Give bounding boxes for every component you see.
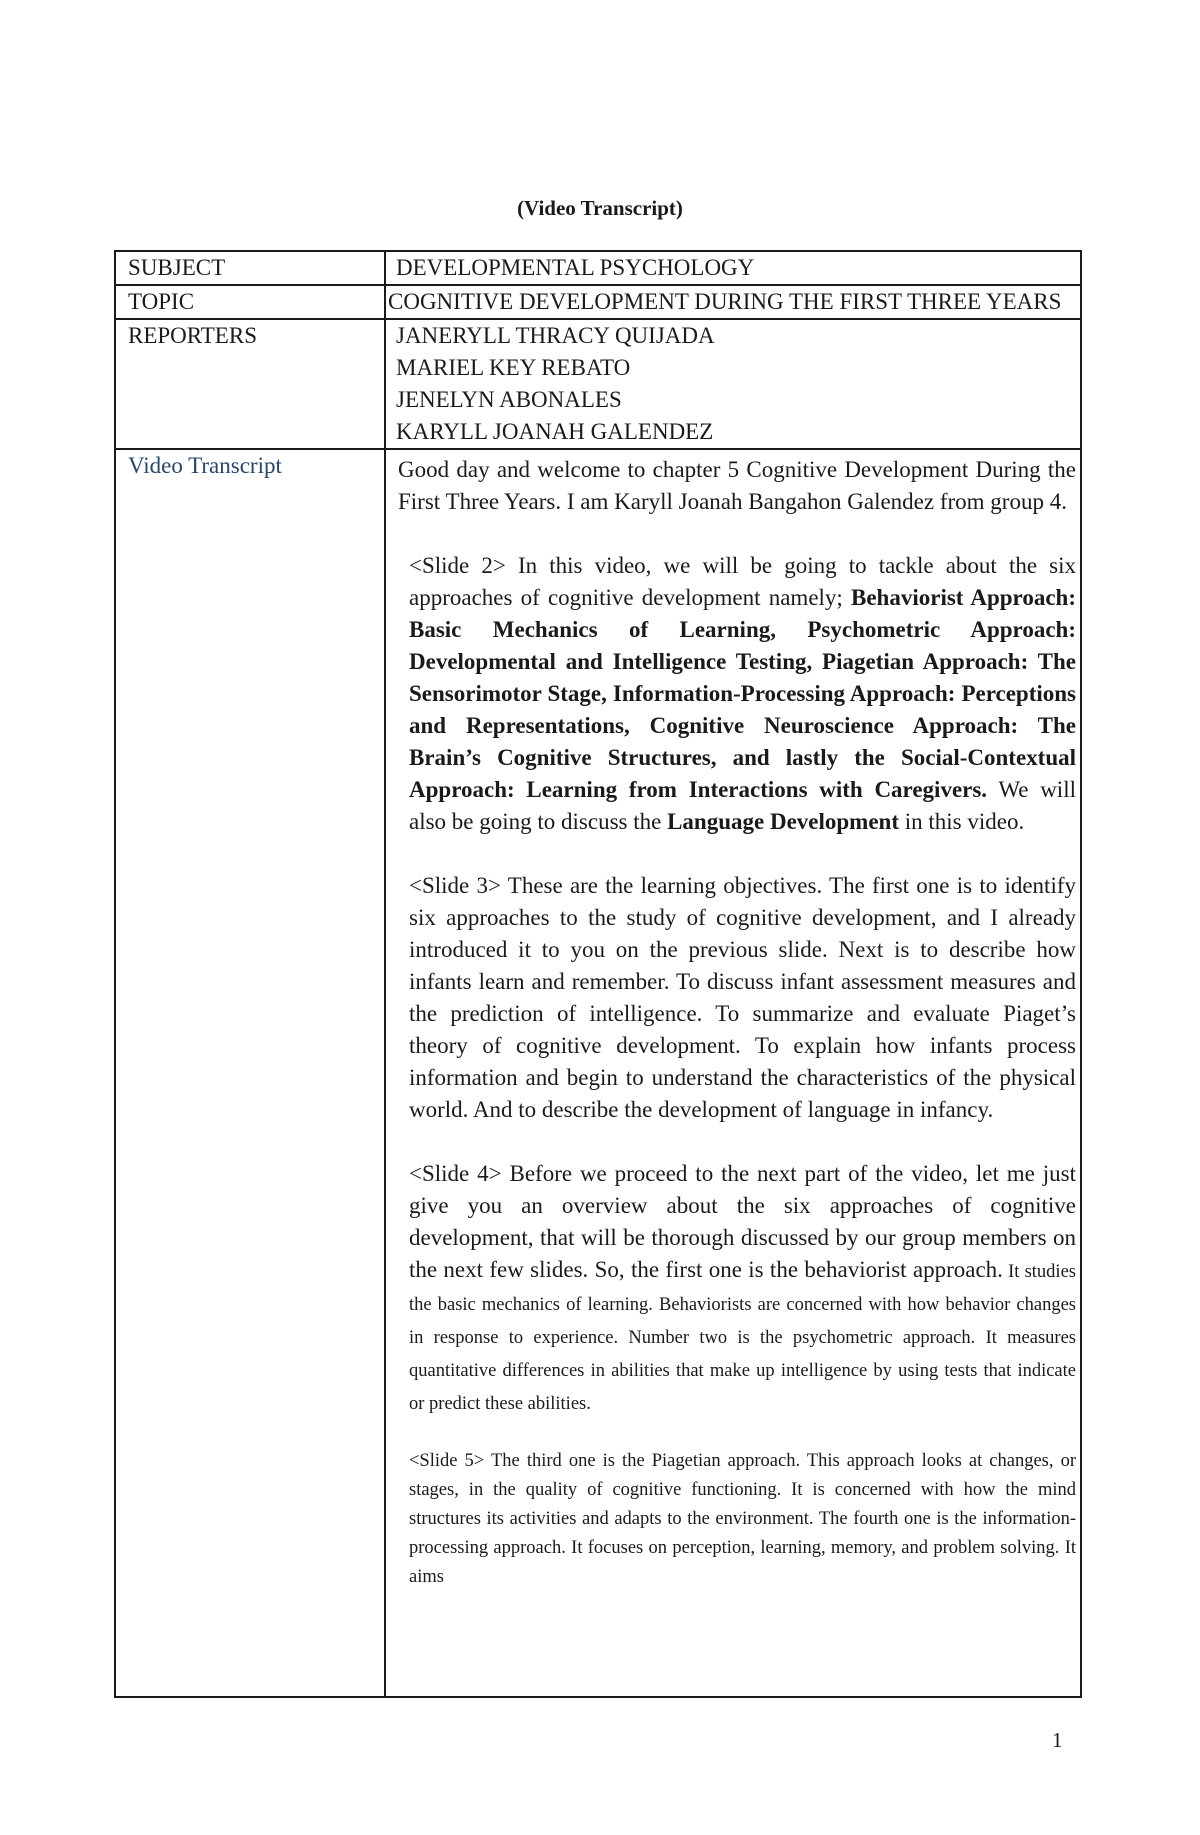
reporter-name: JENELYN ABONALES <box>396 387 622 412</box>
document-heading: (Video Transcript) <box>517 196 683 220</box>
info-table <box>114 250 1082 1698</box>
reporters-row <box>115 319 1081 449</box>
slide-2-text-continued: We will also be going to discuss the <box>409 777 1076 834</box>
reporters-list <box>385 319 1081 449</box>
transcript-row <box>115 449 1081 1697</box>
topic-label: TOPIC <box>115 285 385 319</box>
reporter-name: JANERYLL THRACY QUIJADA <box>396 323 715 348</box>
subject-label: SUBJECT <box>115 251 385 285</box>
transcript-paragraph-slide-5: <Slide 5> The third one is the Piagetian approach. This approach looks at changes, or stages, in the quality of cognitive functioning. It is concerned with how the mind structures its activities and adapts to the environment. The fourth one is the information-processing approach. It focuses on perception, learning, memory, and problem solving. It aims <box>409 1451 1076 1587</box>
topic-row <box>115 285 1081 319</box>
transcript-label: Video Transcript <box>115 449 385 1697</box>
subject-row <box>115 251 1081 285</box>
slide-4-text: <Slide 4> Before we proceed to the next part of the video, let me just give you an overview about the six approaches of cognitive development, that will be thorough discussed by our group members on the next few slides. So, the first one is the behaviorist approach. <box>409 1161 1076 1282</box>
approaches-list: Behaviorist Approach: Basic Mechanics of Learning, Psychometric Approach: Developmental and Intelligence Testing, Piagetian Approach: The Sensorimotor Stage, Information-Processing Approach: Perceptions and Representations, Cognitive Neuroscience Approach: The Brain’s Cognitive Structures, and lastly the Social-Contextual Approach: Learning from Interactions with Caregivers. <box>409 585 1076 802</box>
topic-value: COGNITIVE DEVELOPMENT DURING THE FIRST THREE YEARS <box>385 285 1081 319</box>
slide-2-text-end: in this video. <box>899 809 1025 834</box>
language-development-term: Language Development <box>667 809 900 834</box>
reporter-name: KARYLL JOANAH GALENDEZ <box>396 419 714 444</box>
subject-value: DEVELOPMENTAL PSYCHOLOGY <box>385 251 1081 285</box>
slide-4-text-small: It studies the basic mechanics of learning. Behaviorists are concerned with how behavior changes in response to experience. Number two is the psychometric approach. It measures quantitative differences in abilities that make up intelligence by using tests that indicate or predict these abilities. <box>409 1262 1076 1414</box>
reporters-label: REPORTERS <box>115 319 385 449</box>
page-number: 1 <box>1052 1728 1063 1752</box>
slide-2-text: <Slide 2> In this video, we will be going to tackle about the six approaches of cognitive development namely; <box>409 553 1076 610</box>
transcript-paragraph-slide-4 <box>396 1126 1078 1419</box>
reporter-name: MARIEL KEY REBATO <box>396 355 631 380</box>
transcript-paragraph-slide-2 <box>396 518 1078 838</box>
transcript-paragraph-slide-3: <Slide 3> These are the learning objectives. The first one is to identify six approaches to the study of cognitive development, and I already introduced it to you on the previous slide. Next is to describe how infants learn and remember. To discuss infant assessment measures and the prediction of intelligence. To summarize and evaluate Piaget’s theory of cognitive development. To explain how infants process information and begin to understand the characteristics of the physical world. And to describe the development of language in infancy. <box>409 873 1076 1122</box>
transcript-body <box>385 449 1081 1697</box>
transcript-paragraph-intro: Good day and welcome to chapter 5 Cognitive Development During the First Three Years. I am Karyll Joanah Bangahon Galendez from group 4. <box>398 457 1076 514</box>
